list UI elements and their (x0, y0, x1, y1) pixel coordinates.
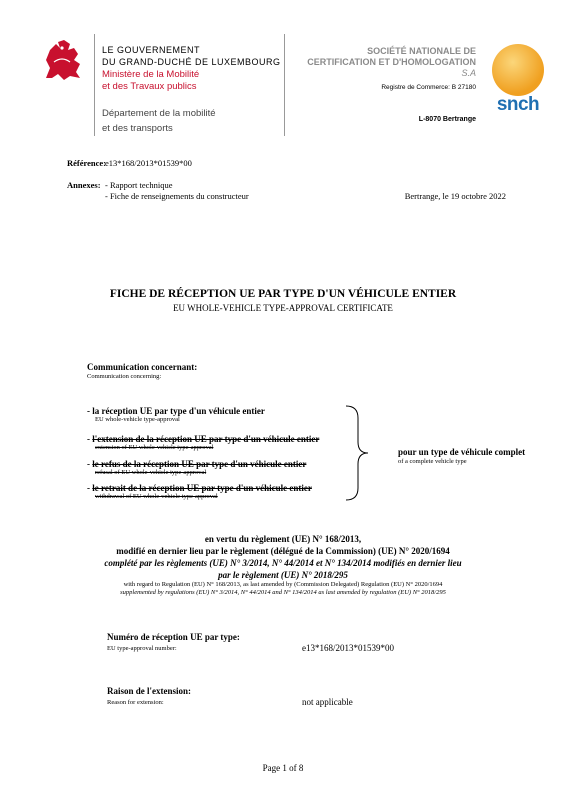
gov-line1: LE GOUVERNEMENT (102, 45, 201, 55)
extension-label-en: Reason for extension: (107, 699, 164, 706)
item-en: extension of EU whole-vehicle type-approval (95, 444, 214, 451)
extension-label: Raison de l'extension: (107, 686, 192, 696)
extension-value: not applicable (302, 697, 353, 707)
item-fr: le retrait de la réception UE par type d'un véhicule entier (92, 483, 312, 493)
communication-item: - l'extension de la réception UE par type d'un véhicule entier extension of EU whole-vehicle type-approval (87, 434, 320, 451)
annexes-list (105, 180, 249, 202)
communication-item: - le retrait de la réception UE par type d'un véhicule entier withdrawal of EU whole-vehicle type-approval (87, 483, 312, 500)
gov-line2: DU GRAND-DUCHÉ DE LUXEMBOURG (102, 57, 281, 67)
document-subtitle: EU WHOLE-VEHICLE TYPE-APPROVAL CERTIFICATE (173, 303, 393, 313)
item-en: withdrawal of EU whole-vehicle type-approval (95, 493, 218, 500)
snch-line1: SOCIÉTÉ NATIONALE DE (367, 46, 476, 56)
approval-value: e13*168/2013*01539*00 (302, 643, 394, 653)
dept-line1: Département de la mobilité (102, 108, 216, 119)
snch-line2: CERTIFICATION ET D'HOMOLOGATION (307, 57, 476, 67)
luxembourg-lion-logo (40, 38, 86, 82)
regulation-line1: en vertu du règlement (UE) N° 168/2013, (204, 534, 362, 544)
regulation-block (0, 533, 566, 597)
approval-label: Numéro de réception UE par type: (107, 632, 240, 642)
snch-logo-text: snch (496, 94, 540, 115)
communication-label: Communication concernant: (87, 362, 198, 372)
document-date: Bertrange, le 19 octobre 2022 (404, 191, 506, 201)
snch-logo (490, 42, 546, 118)
government-name (102, 44, 281, 68)
regulation-line2: modifié en dernier lieu par le règlement (délégué de la Commission) (UE) N° 2020/1694 (116, 546, 450, 556)
snch-sa: S.A (461, 68, 476, 78)
annex-item: - Fiche de renseignements du constructeur (105, 191, 249, 201)
reference-label-text: Référence: (67, 158, 107, 168)
item-fr: le refus de la réception UE par type d'un véhicule entier (92, 459, 307, 469)
item-fr: la réception UE par type d'un véhicule entier (92, 406, 265, 416)
header-divider-right (284, 34, 285, 136)
snch-name (296, 46, 476, 79)
department-name (102, 106, 216, 136)
regulation-line3: complété par les règlements (UE) N° 3/2014, N° 44/2014 et N° 134/2014 modifiés en dernier lieu (104, 558, 462, 568)
item-en: refusal of EU whole-vehicle type-approval (95, 469, 207, 476)
reference-value: e13*168/2013*01539*00 (105, 158, 192, 168)
bracket-en: of a complete vehicle type (398, 458, 467, 465)
approval-label-en: EU type-approval number: (107, 645, 177, 652)
regulation-line4: par le règlement (UE) N° 2018/295 (218, 570, 348, 580)
ministry-line2: et des Travaux publics (102, 81, 197, 92)
communication-item: - la réception UE par type d'un véhicule entier EU whole-vehicle type-approval (87, 406, 265, 423)
bracket-fr: pour un type de véhicule complet (398, 447, 526, 457)
communication-item: - le refus de la réception UE par type d'un véhicule entier refusal of EU whole-vehicle type-approval (87, 459, 307, 476)
dept-line2: et des transports (102, 123, 173, 134)
regulation-en1: with regard to Regulation (EU) N° 168/2013, as last amended by (Commission Delegated) Regulation (EU) N° 2020/1694 (123, 581, 443, 588)
ministry-line1: Ministère de la Mobilité (102, 69, 200, 80)
ministry-name (102, 69, 199, 93)
item-en: EU whole-vehicle type-approval (95, 416, 180, 423)
communication-label-en: Communication concerning: (87, 373, 162, 380)
item-fr: l'extension de la réception UE par type d'un véhicule entier (92, 434, 320, 444)
annex-item: - Rapport technique (105, 180, 173, 190)
page-number: Page 1 of 8 (262, 763, 304, 773)
document-title: FICHE DE RÉCEPTION UE PAR TYPE D'UN VÉHICULE ENTIER (109, 288, 457, 300)
header-divider-left (94, 34, 95, 136)
registre: Registre de Commerce: B 27180 (381, 84, 476, 91)
curly-bracket (342, 404, 372, 502)
reference-label (67, 158, 106, 169)
snch-address: L-8070 Bertrange (418, 116, 476, 123)
regulation-en2: supplemented by regulations (EU) N° 3/2014, N° 44/2014 and N° 134/2014 as last amended by regulation (EU) N° 2018/295 (120, 589, 446, 596)
annexes-label: Annexes: (67, 180, 101, 190)
